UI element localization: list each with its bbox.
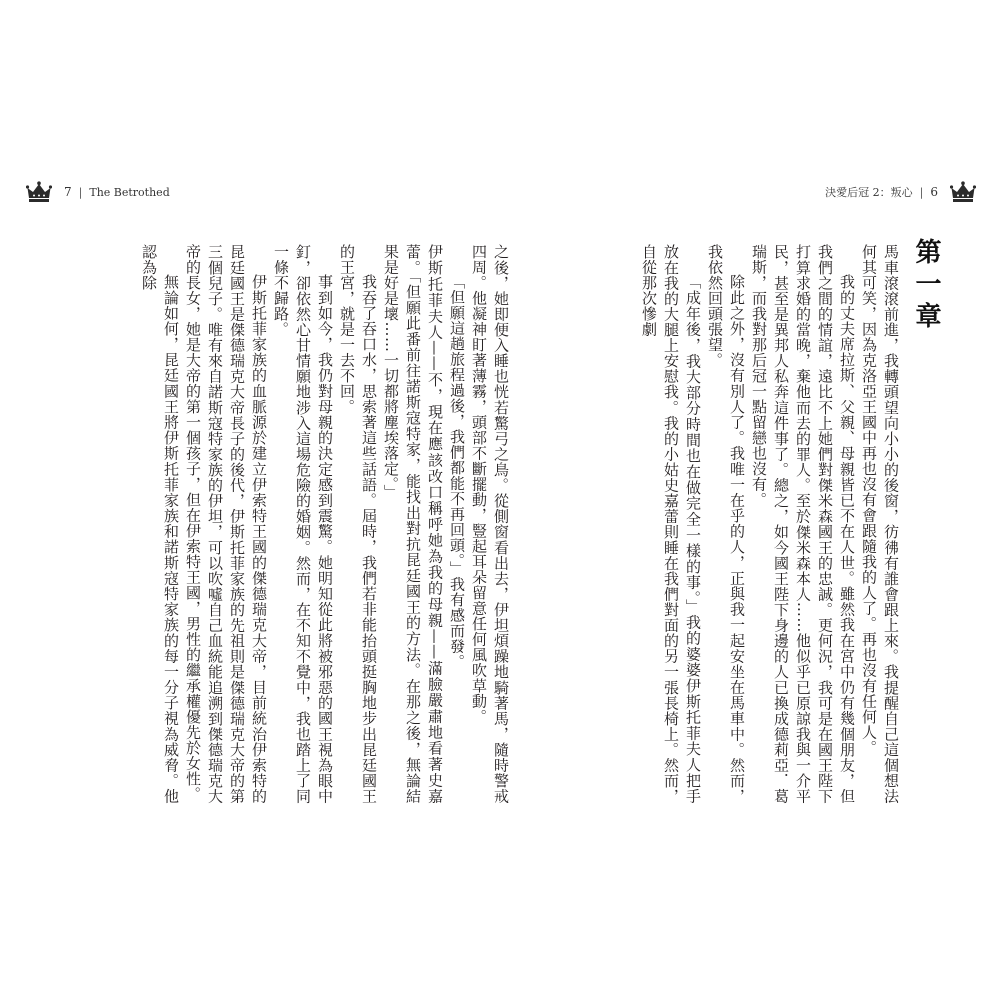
crown-icon [26,181,52,203]
paragraph: 事到如今，我仍對母親的決定感到震驚。她明知從此將被邪惡的國王視為眼中釘，卻依然心甘情願地涉入這場危險的婚姻。然而，在不知不覺中，我也踏上了同一條不歸路。 [272,244,334,804]
left-page [140,244,512,804]
right-page [592,244,902,804]
left-page-number: 7 [64,185,72,199]
left-running-header [26,179,170,205]
paragraph: 「成年後，我大部分時間也在做完全一樣的事。」我的婆婆伊斯托菲夫人把手放在我的大腿上安慰我。我的小姑史嘉蕾則睡在我們對面的另一張長椅上。然而，自從那次慘劇 [640,244,702,804]
paragraph: 除此之外，沒有別人了。我唯一在乎的人，正與我一起安坐在馬車中。然而，我依然回頭張望。 [706,244,746,804]
left-page-text [140,244,512,804]
paragraph: 「但願這趟旅程過後，我們都能不再回頭。」我有感而發。 [448,274,466,670]
right-page-number: 6 [930,185,938,199]
paragraph: 我吞了吞口水，思索著這些話語。屆時，我們若非能抬頭挺胸地步出昆廷國王的王宮，就是一去不回。 [338,244,378,804]
paragraph: 伊斯托菲家族的血脈源於建立伊索特王國的傑德瑞克大帝，目前統治伊索特的昆廷國王是傑德瑞克大帝長子的後代，伊斯托菲家族的先祖則是傑德瑞克大帝的第三個兒子。唯有來自諾斯寇特家族的伊坦，可以吹噓自己血統能追溯到傑德瑞克大帝的長女，她是大帝的第一個孩子，但在伊索特王國，男性的繼承權優先於女性。 [184,244,268,804]
chapter-title: 第一章 [911,238,941,334]
left-header-title: The Betrothed [89,185,170,199]
paragraph: 我的丈夫席拉斯、父親、母親皆已不在人世。雖然我在宮中仍有幾個朋友，但我們之間的情誼，遠比不上她們對傑米森國王的忠誠。更何況，我可是在國王陛下打算求婚的當晚，棄他而去的罪人。至於傑米森本人……他似乎已原諒我與一介平民，甚至是異邦人私奔這件事了。總之，如今國王陛下身邊的人已換成德莉亞．葛瑞斯，而我對那后冠一點留戀也沒有。 [750,244,856,804]
paragraph: 伊斯托菲夫人——不，現在應該改口稱呼她為我的母親——滿臉嚴肅地看著史嘉蕾。「但願此番前往諾斯寇特家，能找出對抗昆廷國王的方法。在那之後，無論結果是好是壞……一切都將塵埃落定。」 [382,244,444,804]
right-page-text [592,244,902,804]
paragraph: 之後，她即便入睡也恍若驚弓之鳥。從側窗看出去，伊坦煩躁地騎著馬，隨時警戒四周。他凝神盯著薄霧，頭部不斷擺動，豎起耳朵留意任何風吹草動。 [470,244,510,804]
paragraph: 無論如何，昆廷國王將伊斯托菲家族和諾斯寇特家族的每一分子視為威脅。他認為除 [140,244,180,804]
paragraph: 馬車滾滾前進，我轉頭望向小小的後窗，彷彿有誰會跟上來。我提醒自己這個想法何其可笑，因為克洛亞王國中再也沒有會跟隨我的人了。再也沒有任何人。 [860,244,900,804]
header-separator: | [78,185,83,199]
header-separator: | [919,185,924,199]
crown-icon [950,181,976,203]
right-header-title: 決愛后冠 2：叛心 [825,186,913,199]
right-running-header [825,179,976,205]
